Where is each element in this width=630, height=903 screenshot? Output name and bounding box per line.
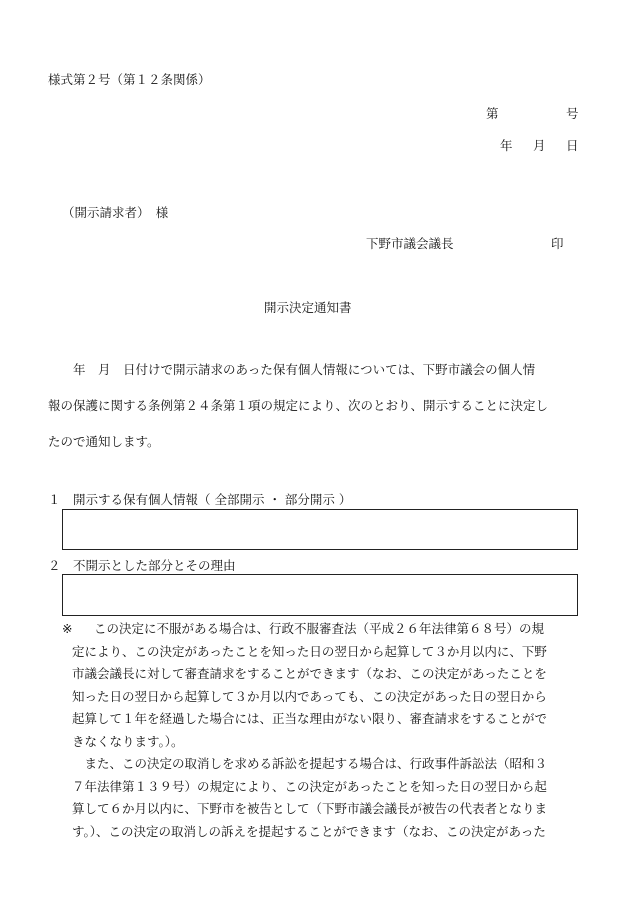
body-line: 年 月 日付けで開示請求のあった保有個人情報については、下野市議会の個人情	[48, 362, 536, 377]
document-title: 開示決定通知書	[264, 300, 352, 315]
body-line: たので通知します。	[48, 434, 160, 449]
date-year: 年	[500, 138, 513, 153]
note-line: 知った日の翌日から起算して３か月以内であっても、この決定があった日の翌日から	[72, 688, 547, 704]
number-prefix: 第	[486, 106, 499, 121]
note-line: きなくなります。）。	[72, 733, 184, 749]
note-line: 算して６か月以内に、下野市を被告として（下野市議会議長が被告の代表者となりま	[72, 801, 548, 816]
item2-label: ２ 不開示とした部分とその理由	[48, 558, 236, 573]
note-line: また、この決定の取消しを求める訴訟を提起する場合は、行政事件訴訟法（昭和３	[72, 756, 548, 771]
item2-box[interactable]	[62, 574, 578, 616]
note-mark: ※	[62, 621, 73, 636]
note-line: 起算して１年を経過した場合には、正当な理由がない限り、審査請求をすることがで	[72, 711, 548, 726]
addressee: （開示請求者） 様	[62, 205, 169, 220]
note-line: この決定に不服がある場合は、行政不服審査法（平成２６年法律第６８号）の規	[94, 621, 545, 636]
note-block	[60, 618, 580, 843]
note-line: 市議会議長に対して審査請求をすることができます（なお、この決定があったことを	[72, 666, 547, 681]
number-suffix: 号	[566, 106, 579, 121]
body-line: 報の保護に関する条例第２４条第１項の規定により、次のとおり、開示することに決定し	[48, 398, 549, 413]
note-line: 定により、この決定があったことを知った日の翌日から起算して３か月以内に、下野	[72, 643, 547, 659]
item1-label: １ 開示する保有個人情報（ 全部開示 ・ 部分開示 ）	[48, 492, 352, 507]
form-label: 様式第２号（第１２条関係）	[48, 72, 211, 87]
sender: 下野市議会議長	[366, 236, 454, 251]
item1-box[interactable]	[62, 509, 578, 550]
date-month: 月	[533, 138, 546, 153]
note-line: ７年法律第１３９号）の規定により、この決定があったことを知った日の翌日から起	[72, 778, 547, 794]
note-line: す。）、この決定の取消しの訴えを提起することができます（なお、この決定があった	[72, 823, 546, 839]
seal-mark: 印	[551, 236, 564, 251]
body-paragraph	[48, 352, 582, 460]
date-day: 日	[566, 138, 579, 153]
